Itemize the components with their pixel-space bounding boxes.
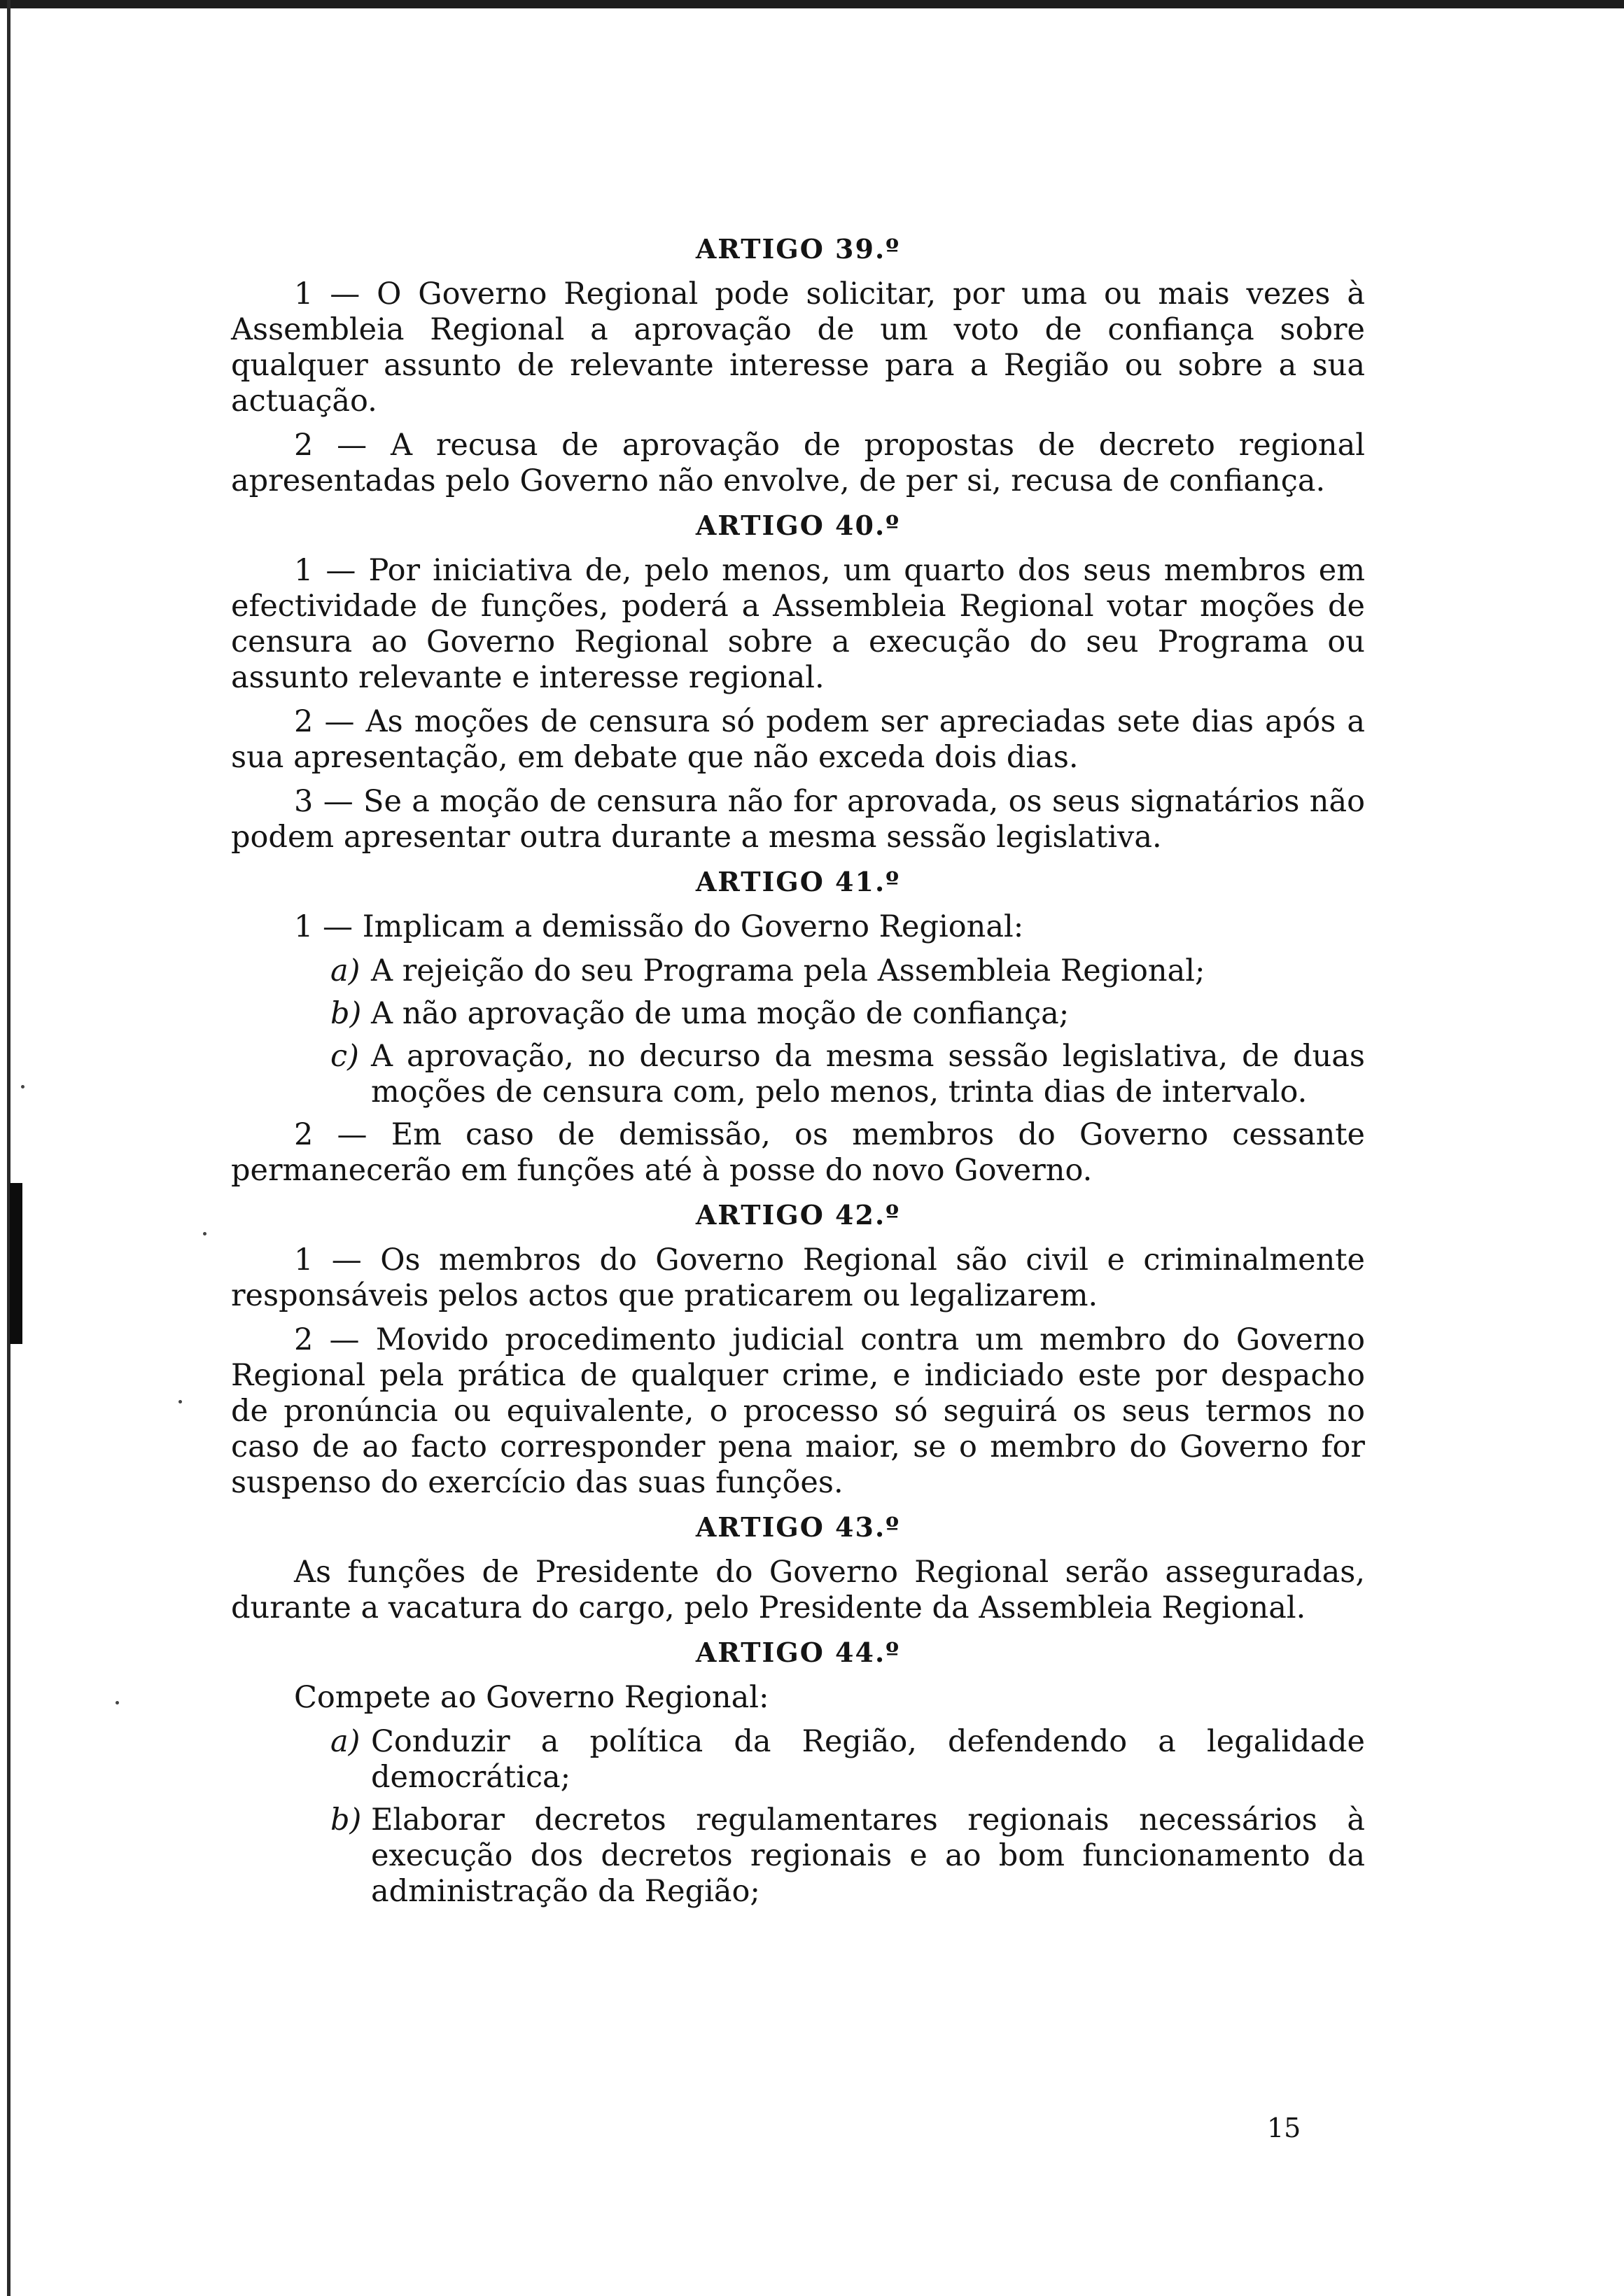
scan-left-edge (7, 0, 10, 2296)
item-text: A não aprovação de uma moção de confiança; (371, 996, 1070, 1031)
paragraph: 1 — Os membros do Governo Regional são civil e criminalmente responsáveis pelos actos que praticarem ou legalizarem. (231, 1242, 1365, 1313)
list-item (231, 1724, 1365, 1795)
scan-speck (115, 1701, 119, 1704)
paragraph: 1 — Por iniciativa de, pelo menos, um quarto dos seus membros em efectividade de funções, poderá a Assembleia Regional votar moções de censura ao Governo Regional sobre a execução do seu Programa ou assunto relevante e interesse regional. (231, 553, 1365, 695)
item-text: A aprovação, no decurso da mesma sessão legislativa, de duas moções de censura com, pelo menos, trinta dias de intervalo. (371, 1039, 1365, 1110)
article-43 (231, 1509, 1365, 1626)
paragraph: 3 — Se a moção de censura não for aprovada, os seus signatários não podem apresentar outra durante a mesma sessão legislativa. (231, 784, 1365, 855)
item-label: c) (330, 1039, 359, 1074)
scan-top-edge (0, 0, 1624, 8)
list-item (231, 1039, 1365, 1110)
binding-shadow (10, 1183, 22, 1344)
paragraph: 2 — A recusa de aprovação de propostas de decreto regional apresentadas pelo Governo não envolve, de per si, recusa de confiança. (231, 428, 1365, 498)
article-heading: ARTIGO 39.º (695, 233, 901, 265)
list-item (231, 1802, 1365, 1910)
article-41 (231, 864, 1365, 1189)
article-42 (231, 1197, 1365, 1501)
article-39 (231, 231, 1365, 499)
scan-speck (203, 1232, 206, 1236)
article-heading: ARTIGO 40.º (695, 510, 901, 541)
article-heading: ARTIGO 43.º (695, 1511, 901, 1543)
item-text: A rejeição do seu Programa pela Assembleia Regional; (371, 953, 1205, 988)
paragraph: 2 — As moções de censura só podem ser apreciadas sete dias após a sua apresentação, em debate que não exceda dois dias. (231, 704, 1365, 775)
scan-speck (21, 1085, 24, 1088)
paragraph: 2 — Movido procedimento judicial contra um membro do Governo Regional pela prática de qualquer crime, e indiciado este por despacho de pronúncia ou equivalente, o processo só seguirá os seus termos no caso de ao facto corresponder pena maior, se o membro do Governo for suspenso do exercício das suas funções. (231, 1322, 1365, 1500)
article-44 (231, 1634, 1365, 1910)
paragraph-intro: Compete ao Governo Regional: (294, 1680, 769, 1715)
paragraph: 1 — O Governo Regional pode solicitar, por uma ou mais vezes à Assembleia Regional a aprovação de um voto de confiança sobre qualquer assunto de relevante interesse para a Região ou sobre a sua actuação. (231, 276, 1365, 419)
article-heading: ARTIGO 44.º (695, 1637, 901, 1668)
page-number: 15 (1267, 2113, 1301, 2143)
item-text: Conduzir a política da Região, defendendo a legalidade democrática; (371, 1724, 1365, 1795)
item-text: Elaborar decretos regulamentares regionais necessários à execução dos decretos regionais e ao bom funcionamento da administração da Região; (371, 1802, 1365, 1909)
paragraph-intro: 1 — Implicam a demissão do Governo Regional: (294, 909, 1024, 944)
article-40 (231, 507, 1365, 855)
paragraph: 2 — Em caso de demissão, os membros do Governo cessante permanecerão em funções até à posse do novo Governo. (231, 1117, 1365, 1188)
item-label: b) (330, 996, 362, 1031)
scan-speck (178, 1400, 182, 1404)
article-heading: ARTIGO 42.º (695, 1199, 901, 1231)
item-label: a) (330, 1724, 360, 1759)
item-label: b) (330, 1802, 362, 1837)
article-heading: ARTIGO 41.º (695, 866, 901, 897)
list-item (231, 996, 1365, 1032)
document-page (231, 231, 1365, 1917)
list-item (231, 953, 1365, 989)
paragraph: As funções de Presidente do Governo Regional serão asseguradas, durante a vacatura do cargo, pelo Presidente da Assembleia Regional. (231, 1555, 1365, 1625)
item-label: a) (330, 953, 360, 988)
